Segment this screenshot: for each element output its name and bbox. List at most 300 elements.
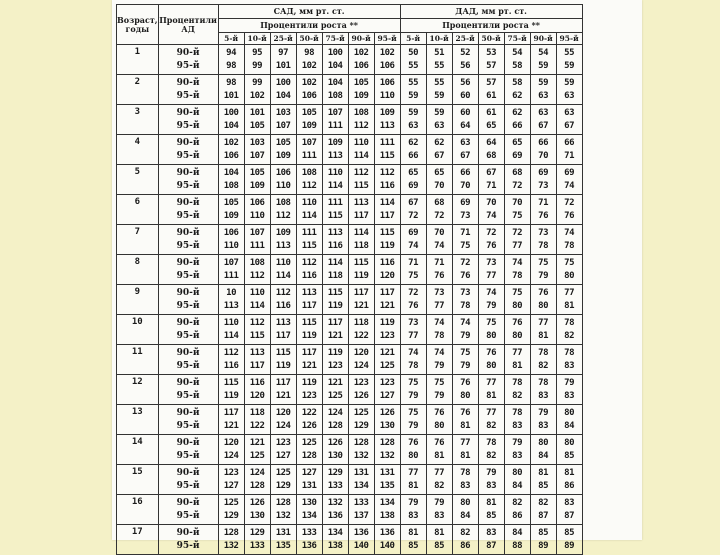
sbp-value-cell — [348, 135, 374, 165]
dbp-value-p95: 78 — [408, 360, 419, 371]
dbp-value-p90: 70 — [486, 197, 497, 208]
sbp-value-p95: 118 — [327, 270, 343, 281]
dbp-value-p90: 53 — [486, 47, 497, 58]
sbp-value-p90: 120 — [353, 347, 369, 358]
dbp-value-p95: 59 — [408, 90, 419, 101]
sbp-value-cell — [348, 315, 374, 345]
dbp-value-cell — [452, 255, 478, 285]
dbp-value-cell — [504, 255, 530, 285]
dbp-value-cell — [478, 45, 504, 75]
sbp-value-cell — [348, 195, 374, 225]
sbp-value-p90: 117 — [327, 317, 343, 328]
dbp-value-p95: 80 — [460, 390, 471, 401]
dbp-value-p90: 78 — [564, 347, 575, 358]
dbp-value-p95: 84 — [460, 510, 471, 521]
sbp-value-p90: 108 — [353, 107, 369, 118]
sbp-value-cell — [270, 345, 296, 375]
dbp-value-cell — [478, 105, 504, 135]
sbp-value-p95: 109 — [249, 180, 265, 191]
sbp-value-p90: 99 — [252, 77, 263, 88]
sbp-value-p95: 135 — [275, 540, 291, 551]
sbp-value-p90: 113 — [301, 287, 317, 298]
dbp-value-p90: 76 — [408, 437, 419, 448]
dbp-value-p95: 83 — [538, 390, 549, 401]
dbp-value-p90: 60 — [460, 107, 471, 118]
dbp-value-cell — [426, 165, 452, 195]
dbp-height-percentile-0: 5-й — [400, 33, 426, 45]
dbp-value-p95: 85 — [538, 480, 549, 491]
dbp-value-p95: 75 — [512, 210, 523, 221]
sbp-value-p90: 119 — [301, 377, 317, 388]
dbp-value-p95: 78 — [434, 330, 445, 341]
dbp-value-p90: 71 — [434, 257, 445, 268]
sbp-value-cell — [374, 135, 400, 165]
dbp-value-p95: 67 — [564, 120, 575, 131]
sbp-height-percentile-2: 25-й — [270, 33, 296, 45]
dbp-height-percentile-1: 10-й — [426, 33, 452, 45]
dbp-value-p95: 79 — [460, 360, 471, 371]
dbp-value-p95: 73 — [538, 180, 549, 191]
table-row — [117, 285, 583, 315]
sbp-value-p90: 131 — [275, 527, 291, 538]
sbp-value-p95: 130 — [249, 510, 265, 521]
sbp-value-p90: 123 — [223, 467, 239, 478]
sbp-value-p95: 107 — [275, 120, 291, 131]
document-page — [112, 0, 642, 551]
dbp-value-p95: 83 — [434, 510, 445, 521]
sbp-height-percentile-5: 90-й — [348, 33, 374, 45]
dbp-value-p95: 78 — [512, 270, 523, 281]
sbp-value-cell — [270, 495, 296, 525]
dbp-height-percentile-3: 50-й — [478, 33, 504, 45]
sbp-value-cell — [348, 435, 374, 465]
dbp-value-cell — [452, 315, 478, 345]
sbp-value-p95: 117 — [249, 360, 265, 371]
sbp-value-p95: 109 — [275, 150, 291, 161]
dbp-value-cell — [426, 315, 452, 345]
dbp-value-cell — [426, 135, 452, 165]
dbp-value-cell — [400, 135, 426, 165]
sbp-value-p90: 128 — [353, 437, 369, 448]
dbp-value-p90: 85 — [538, 527, 549, 538]
dbp-value-p95: 80 — [486, 360, 497, 371]
sbp-value-p90: 118 — [353, 317, 369, 328]
sbp-value-p95: 112 — [353, 120, 369, 131]
table-row — [117, 75, 583, 105]
sbp-value-cell — [244, 375, 270, 405]
dbp-value-p90: 51 — [434, 47, 445, 58]
dbp-value-p95: 58 — [512, 60, 523, 71]
sbp-value-p95: 104 — [327, 60, 343, 71]
dbp-value-cell — [426, 465, 452, 495]
sbp-value-p90: 105 — [275, 137, 291, 148]
dbp-value-p90: 81 — [564, 467, 575, 478]
dbp-value-p90: 75 — [434, 377, 445, 388]
dbp-value-cell — [556, 435, 582, 465]
dbp-value-cell — [530, 375, 556, 405]
bp-percentile-cell — [158, 405, 218, 435]
sbp-value-cell — [374, 45, 400, 75]
sbp-value-cell — [322, 165, 348, 195]
sbp-value-p95: 99 — [252, 60, 263, 71]
dbp-value-p95: 75 — [408, 270, 419, 281]
sbp-value-p95: 134 — [301, 510, 317, 521]
sbp-value-p90: 98 — [304, 47, 315, 58]
sbp-value-p90: 128 — [223, 527, 239, 538]
sbp-value-p90: 105 — [301, 107, 317, 118]
dbp-value-p95: 70 — [538, 150, 549, 161]
age-cell: 17 — [117, 525, 159, 555]
dbp-value-p95: 66 — [512, 120, 523, 131]
sbp-value-p95: 110 — [223, 240, 239, 251]
dbp-value-p95: 84 — [512, 480, 523, 491]
sbp-value-p90: 133 — [353, 497, 369, 508]
dbp-value-cell — [556, 345, 582, 375]
sbp-value-p90: 121 — [249, 437, 265, 448]
table-body — [117, 45, 583, 555]
sbp-height-percentile-4: 75-й — [322, 33, 348, 45]
sbp-value-cell — [296, 165, 322, 195]
dbp-value-p90: 81 — [486, 497, 497, 508]
dbp-value-cell — [556, 375, 582, 405]
dbp-value-p90: 69 — [408, 227, 419, 238]
sbp-value-p95: 127 — [275, 450, 291, 461]
age-cell: 11 — [117, 345, 159, 375]
sbp-value-p90: 94 — [226, 47, 237, 58]
sbp-value-cell — [348, 405, 374, 435]
sbp-value-p90: 117 — [379, 287, 395, 298]
dbp-value-cell — [478, 225, 504, 255]
sbp-value-cell — [322, 75, 348, 105]
sbp-value-p90: 136 — [379, 527, 395, 538]
dbp-value-cell — [452, 435, 478, 465]
sbp-value-p90: 112 — [301, 257, 317, 268]
sbp-value-cell — [348, 225, 374, 255]
dbp-value-cell — [452, 345, 478, 375]
table-row — [117, 135, 583, 165]
sbp-value-cell — [374, 195, 400, 225]
sbp-value-cell — [296, 75, 322, 105]
dbp-value-p90: 77 — [486, 377, 497, 388]
sbp-value-cell — [322, 345, 348, 375]
dbp-value-cell — [556, 225, 582, 255]
dbp-value-cell — [530, 495, 556, 525]
sbp-value-p95: 114 — [353, 150, 369, 161]
dbp-value-cell — [530, 105, 556, 135]
sbp-value-p90: 113 — [353, 197, 369, 208]
dbp-height-percentile-2: 25-й — [452, 33, 478, 45]
dbp-value-p95: 68 — [486, 150, 497, 161]
sbp-value-p95: 123 — [327, 360, 343, 371]
dbp-value-p90: 54 — [512, 47, 523, 58]
dbp-value-p95: 85 — [408, 540, 419, 551]
sbp-value-p90: 115 — [327, 287, 343, 298]
dbp-value-cell — [478, 495, 504, 525]
dbp-value-p95: 55 — [434, 60, 445, 71]
dbp-value-p95: 80 — [564, 270, 575, 281]
dbp-value-p95: 81 — [564, 300, 575, 311]
sbp-value-cell — [244, 75, 270, 105]
sbp-value-p95: 132 — [379, 450, 395, 461]
sbp-value-cell — [322, 405, 348, 435]
sbp-value-cell — [270, 255, 296, 285]
sbp-value-p90: 112 — [223, 347, 239, 358]
sbp-value-p95: 108 — [327, 90, 343, 101]
sbp-value-p90: 114 — [353, 227, 369, 238]
sbp-value-cell — [218, 495, 244, 525]
bp-percentile-cell — [158, 255, 218, 285]
sbp-value-p90: 104 — [327, 77, 343, 88]
dbp-value-p90: 55 — [408, 77, 419, 88]
sbp-value-cell — [348, 45, 374, 75]
dbp-value-p90: 74 — [434, 317, 445, 328]
bp-percentile-p95: 95-й — [176, 180, 200, 191]
sbp-value-p90: 125 — [275, 467, 291, 478]
dbp-value-cell — [504, 405, 530, 435]
dbp-value-p95: 81 — [408, 480, 419, 491]
dbp-value-p95: 84 — [538, 450, 549, 461]
sbp-value-cell — [296, 345, 322, 375]
sbp-value-p95: 125 — [249, 450, 265, 461]
dbp-value-p90: 76 — [512, 317, 523, 328]
bp-percentile-cell — [158, 195, 218, 225]
sbp-value-cell — [270, 435, 296, 465]
sbp-value-p95: 111 — [223, 270, 239, 281]
dbp-value-cell — [556, 465, 582, 495]
sbp-value-cell — [270, 465, 296, 495]
sbp-value-cell — [244, 435, 270, 465]
table-row — [117, 165, 583, 195]
sbp-value-p90: 110 — [275, 257, 291, 268]
sbp-value-p95: 109 — [353, 90, 369, 101]
dbp-value-cell — [556, 45, 582, 75]
dbp-value-p95: 80 — [408, 450, 419, 461]
bp-percentile-table — [116, 4, 583, 555]
dbp-value-cell — [478, 195, 504, 225]
sbp-value-cell — [322, 225, 348, 255]
sbp-value-p95: 112 — [249, 270, 265, 281]
dbp-value-cell — [504, 75, 530, 105]
dbp-value-cell — [452, 135, 478, 165]
dbp-value-p95: 63 — [434, 120, 445, 131]
sbp-value-p90: 131 — [353, 467, 369, 478]
dbp-value-p90: 71 — [538, 197, 549, 208]
sbp-value-cell — [244, 165, 270, 195]
sbp-height-percentile-header: Процентили роста ** — [218, 19, 400, 33]
sbp-value-p95: 116 — [223, 360, 239, 371]
sbp-value-p90: 119 — [379, 317, 395, 328]
sbp-value-p95: 113 — [327, 150, 343, 161]
age-cell: 3 — [117, 105, 159, 135]
bp-percentile-p95: 95-й — [176, 90, 200, 101]
sbp-value-p95: 110 — [379, 90, 395, 101]
dbp-value-cell — [478, 255, 504, 285]
sbp-value-p90: 110 — [223, 317, 239, 328]
dbp-value-cell — [426, 285, 452, 315]
bp-percentile-p95: 95-й — [176, 240, 200, 251]
sbp-value-p90: 129 — [249, 527, 265, 538]
sbp-value-p90: 98 — [226, 77, 237, 88]
sbp-value-p95: 114 — [275, 270, 291, 281]
sbp-value-p95: 132 — [353, 450, 369, 461]
sbp-value-p95: 140 — [379, 540, 395, 551]
dbp-value-cell — [452, 165, 478, 195]
dbp-value-p95: 67 — [538, 120, 549, 131]
sbp-value-cell — [322, 105, 348, 135]
sbp-value-p95: 119 — [223, 390, 239, 401]
sbp-value-p95: 129 — [353, 420, 369, 431]
sbp-value-cell — [374, 405, 400, 435]
dbp-value-p95: 81 — [434, 450, 445, 461]
dbp-value-p95: 79 — [460, 330, 471, 341]
sbp-value-p90: 107 — [327, 107, 343, 118]
dbp-value-p95: 76 — [408, 300, 419, 311]
sbp-value-p90: 110 — [327, 167, 343, 178]
dbp-value-p90: 73 — [408, 317, 419, 328]
dbp-header: ДАД, мм рт. ст. — [400, 5, 582, 19]
sbp-value-p90: 125 — [223, 497, 239, 508]
sbp-value-p95: 114 — [327, 180, 343, 191]
bp-percentile-p90: 90-й — [176, 407, 200, 418]
dbp-value-p90: 57 — [486, 77, 497, 88]
dbp-value-cell — [452, 105, 478, 135]
dbp-value-cell — [530, 45, 556, 75]
dbp-value-p90: 73 — [486, 257, 497, 268]
sbp-value-p90: 110 — [301, 197, 317, 208]
dbp-value-p95: 78 — [460, 300, 471, 311]
dbp-value-p95: 76 — [564, 210, 575, 221]
sbp-value-p95: 104 — [275, 90, 291, 101]
sbp-value-cell — [270, 315, 296, 345]
dbp-value-p90: 55 — [434, 77, 445, 88]
sbp-value-p90: 107 — [301, 137, 317, 148]
dbp-value-p95: 63 — [408, 120, 419, 131]
dbp-value-p95: 65 — [486, 120, 497, 131]
bp-percentile-p95: 95-й — [176, 510, 200, 521]
sbp-value-cell — [296, 435, 322, 465]
sbp-value-p95: 113 — [379, 120, 395, 131]
sbp-value-cell — [322, 315, 348, 345]
sbp-value-cell — [218, 345, 244, 375]
sbp-value-cell — [244, 225, 270, 255]
dbp-value-cell — [452, 75, 478, 105]
dbp-value-p90: 84 — [512, 527, 523, 538]
age-cell: 9 — [117, 285, 159, 315]
dbp-value-p90: 77 — [486, 407, 497, 418]
sbp-value-p95: 109 — [223, 210, 239, 221]
dbp-value-p90: 68 — [512, 167, 523, 178]
dbp-value-p90: 75 — [538, 257, 549, 268]
bp-percentile-p90: 90-й — [176, 197, 200, 208]
dbp-value-p95: 82 — [512, 390, 523, 401]
dbp-value-cell — [504, 375, 530, 405]
dbp-value-p90: 76 — [434, 407, 445, 418]
dbp-value-p95: 83 — [564, 390, 575, 401]
dbp-value-cell — [452, 375, 478, 405]
dbp-value-p90: 69 — [460, 197, 471, 208]
dbp-value-p90: 63 — [460, 137, 471, 148]
dbp-value-p95: 73 — [460, 210, 471, 221]
age-cell: 5 — [117, 165, 159, 195]
dbp-value-p95: 83 — [460, 480, 471, 491]
dbp-value-cell — [504, 225, 530, 255]
sbp-value-cell — [374, 465, 400, 495]
bp-percentile-p95: 95-й — [176, 60, 200, 71]
table-row — [117, 435, 583, 465]
sbp-value-p90: 123 — [379, 377, 395, 388]
sbp-value-cell — [322, 495, 348, 525]
bp-percentile-p95: 95-й — [176, 390, 200, 401]
dbp-value-p95: 85 — [564, 450, 575, 461]
dbp-value-p95: 71 — [486, 180, 497, 191]
sbp-value-p95: 110 — [275, 180, 291, 191]
dbp-value-p90: 78 — [538, 347, 549, 358]
dbp-value-p90: 73 — [538, 227, 549, 238]
dbp-value-p95: 83 — [512, 420, 523, 431]
dbp-value-p90: 75 — [408, 377, 419, 388]
sbp-value-p90: 112 — [275, 287, 291, 298]
sbp-value-p90: 123 — [275, 437, 291, 448]
dbp-value-p90: 62 — [408, 137, 419, 148]
sbp-value-cell — [270, 375, 296, 405]
sbp-value-p95: 106 — [379, 60, 395, 71]
bp-percentile-p95: 95-й — [176, 270, 200, 281]
dbp-value-cell — [504, 495, 530, 525]
sbp-value-cell — [348, 345, 374, 375]
dbp-value-p90: 66 — [460, 167, 471, 178]
sbp-value-p90: 112 — [379, 167, 395, 178]
dbp-value-p90: 56 — [460, 77, 471, 88]
dbp-value-p95: 79 — [434, 360, 445, 371]
sbp-value-p95: 110 — [249, 210, 265, 221]
dbp-value-cell — [504, 135, 530, 165]
sbp-value-p90: 102 — [353, 47, 369, 58]
dbp-value-cell — [452, 195, 478, 225]
bp-percentile-cell — [158, 75, 218, 105]
table-row — [117, 375, 583, 405]
sbp-value-p90: 120 — [275, 407, 291, 418]
dbp-value-cell — [530, 405, 556, 435]
table-row — [117, 345, 583, 375]
dbp-value-p95: 81 — [538, 330, 549, 341]
sbp-value-p90: 110 — [249, 287, 265, 298]
dbp-value-p90: 66 — [564, 137, 575, 148]
sbp-value-p95: 111 — [301, 150, 317, 161]
bp-percentile-p95: 95-й — [176, 540, 200, 551]
sbp-value-p95: 119 — [353, 270, 369, 281]
dbp-value-p95: 76 — [460, 270, 471, 281]
sbp-value-p95: 136 — [301, 540, 317, 551]
dbp-value-p90: 79 — [434, 497, 445, 508]
dbp-value-cell — [426, 375, 452, 405]
dbp-value-p90: 70 — [512, 197, 523, 208]
sbp-height-percentile-0: 5-й — [218, 33, 244, 45]
dbp-value-p95: 77 — [434, 300, 445, 311]
sbp-value-p95: 115 — [379, 150, 395, 161]
age-cell: 13 — [117, 405, 159, 435]
dbp-value-p95: 86 — [512, 510, 523, 521]
dbp-value-p95: 69 — [408, 180, 419, 191]
sbp-value-p95: 123 — [301, 390, 317, 401]
dbp-value-p90: 80 — [564, 437, 575, 448]
dbp-value-p90: 78 — [564, 317, 575, 328]
sbp-value-cell — [218, 315, 244, 345]
sbp-value-p95: 106 — [301, 90, 317, 101]
dbp-value-p95: 84 — [564, 420, 575, 431]
dbp-value-cell — [400, 285, 426, 315]
dbp-value-p95: 80 — [434, 420, 445, 431]
dbp-value-p90: 63 — [538, 107, 549, 118]
